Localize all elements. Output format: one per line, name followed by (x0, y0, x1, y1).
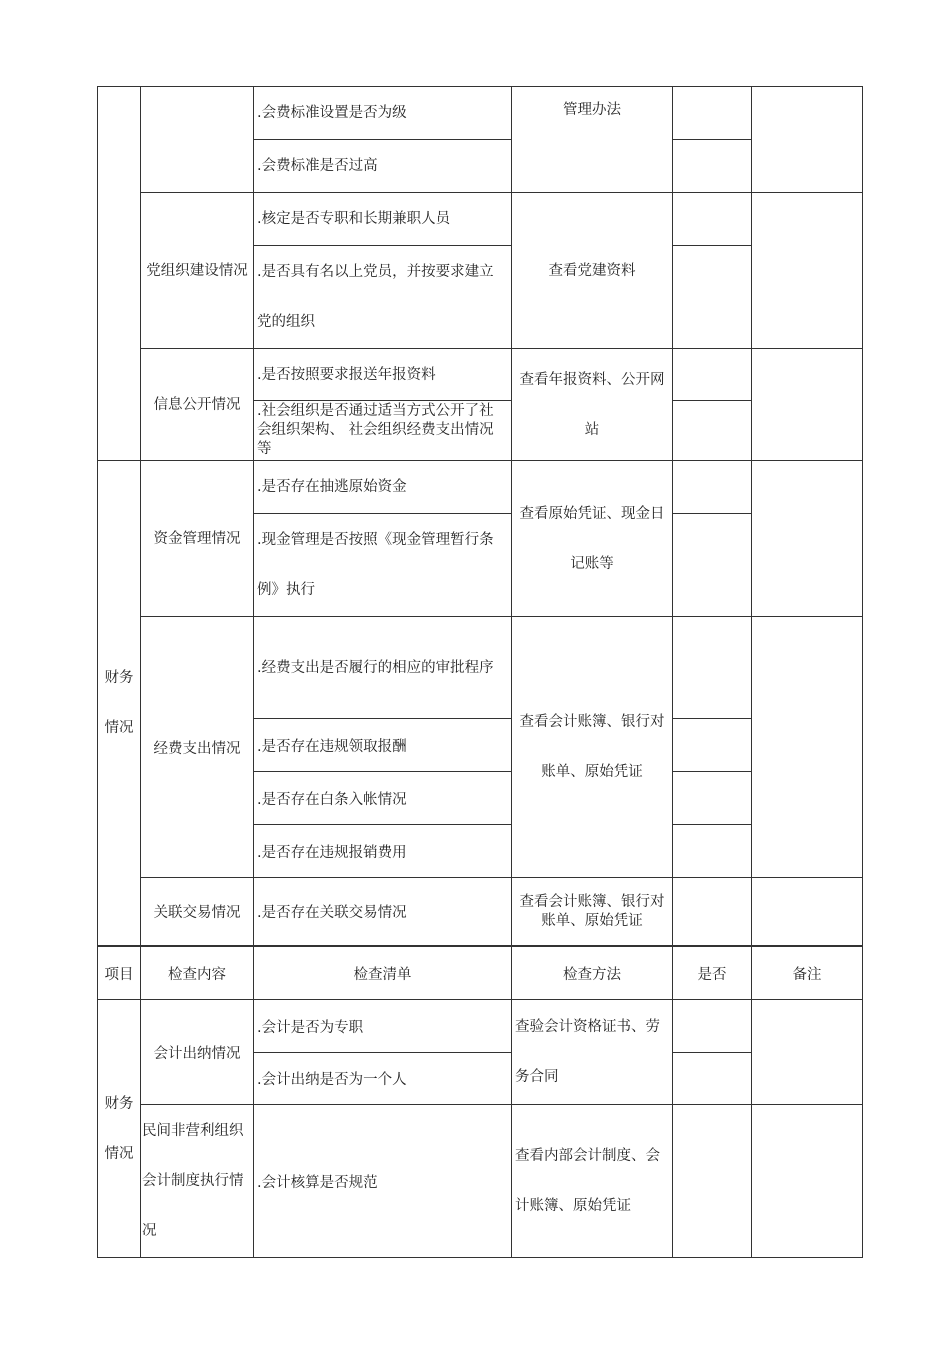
remark-cell[interactable] (752, 87, 863, 193)
content-cell: 信息公开情况 (141, 349, 254, 461)
yesno-cell[interactable] (673, 401, 752, 461)
remark-cell[interactable] (752, 878, 863, 946)
check-item: .会费标准是否过高 (254, 140, 512, 193)
method-text: 管理办法 (563, 102, 621, 118)
yesno-cell[interactable] (673, 1105, 752, 1258)
content-cell: 会计出纳情况 (141, 1000, 254, 1105)
inspection-table-tail (97, 946, 863, 1258)
check-item: .是否存在违规领取报酬 (254, 719, 512, 772)
remark-cell[interactable] (752, 461, 863, 617)
check-item: .是否具有名以上党员，并按要求建立党的组织 (254, 246, 512, 349)
method-cell: 查看党建资料 (512, 193, 673, 349)
remark-cell[interactable] (752, 617, 863, 878)
yesno-cell[interactable] (673, 246, 752, 349)
yesno-cell[interactable] (673, 461, 752, 514)
header-project: 项目 (98, 947, 141, 1000)
content-cell: 党组织建设情况 (141, 193, 254, 349)
yesno-cell[interactable] (673, 514, 752, 617)
method-cell: 查验会计资格证书、劳务合同 (512, 1000, 673, 1105)
yesno-cell[interactable] (673, 140, 752, 193)
method-cell: 查看内部会计制度、会计账簿、原始凭证 (512, 1105, 673, 1258)
header-remark: 备注 (752, 947, 863, 1000)
yesno-cell[interactable] (673, 193, 752, 246)
check-item: .会费标准设置是否为级 (254, 87, 512, 140)
content-cell: 关联交易情况 (141, 878, 254, 946)
header-list: 检查清单 (254, 947, 512, 1000)
check-item: .是否存在抽逃原始资金 (254, 461, 512, 514)
remark-cell[interactable] (752, 1105, 863, 1258)
method-cell: 查看原始凭证、现金日记账等 (512, 461, 673, 617)
project-cell: 财务情况 (98, 1000, 141, 1258)
method-cell: 查看会计账簿、银行对账单、原始凭证 (512, 878, 673, 946)
project-cell-empty (98, 87, 141, 461)
yesno-cell[interactable] (673, 349, 752, 401)
check-item: .是否存在白条入帐情况 (254, 772, 512, 825)
remark-cell[interactable] (752, 349, 863, 461)
method-cell: 查看年报资料、公开网站 (512, 349, 673, 461)
yesno-cell[interactable] (673, 878, 752, 946)
header-content: 检查内容 (141, 947, 254, 1000)
remark-cell[interactable] (752, 193, 863, 349)
check-item: .会计核算是否规范 (254, 1105, 512, 1258)
content-cell: 民间非营利组织会计制度执行情况 (141, 1105, 254, 1258)
content-cell: 资金管理情况 (141, 461, 254, 617)
yesno-cell[interactable] (673, 772, 752, 825)
inspection-table (97, 86, 863, 461)
remark-cell[interactable] (752, 1000, 863, 1105)
yesno-cell[interactable] (673, 87, 752, 140)
yesno-cell[interactable] (673, 825, 752, 878)
header-method: 检查方法 (512, 947, 673, 1000)
check-item: .是否存在关联交易情况 (254, 878, 512, 946)
yesno-cell[interactable] (673, 617, 752, 719)
check-item: .现金管理是否按照《现金管理暂行条例》执行 (254, 514, 512, 617)
content-cell: 经费支出情况 (141, 617, 254, 878)
content-cell-fees (141, 87, 254, 193)
yesno-cell[interactable] (673, 719, 752, 772)
header-yesno: 是否 (673, 947, 752, 1000)
inspection-table-body (97, 460, 863, 946)
method-cell: 查看会计账簿、银行对账单、原始凭证 (512, 617, 673, 878)
check-item: .是否存在违规报销费用 (254, 825, 512, 878)
check-item: .经费支出是否履行的相应的审批程序 (254, 617, 512, 719)
check-item: .会计是否为专职 (254, 1000, 512, 1053)
yesno-cell[interactable] (673, 1053, 752, 1105)
check-item: .社会组织是否通过适当方式公开了社会组织架构、 社会组织经费支出情况等 (254, 401, 512, 461)
yesno-cell[interactable] (673, 1000, 752, 1053)
check-item: .核定是否专职和长期兼职人员 (254, 193, 512, 246)
check-item: .会计出纳是否为一个人 (254, 1053, 512, 1105)
check-item: .是否按照要求报送年报资料 (254, 349, 512, 401)
method-cell (512, 87, 673, 193)
project-cell: 财务情况 (98, 461, 141, 946)
